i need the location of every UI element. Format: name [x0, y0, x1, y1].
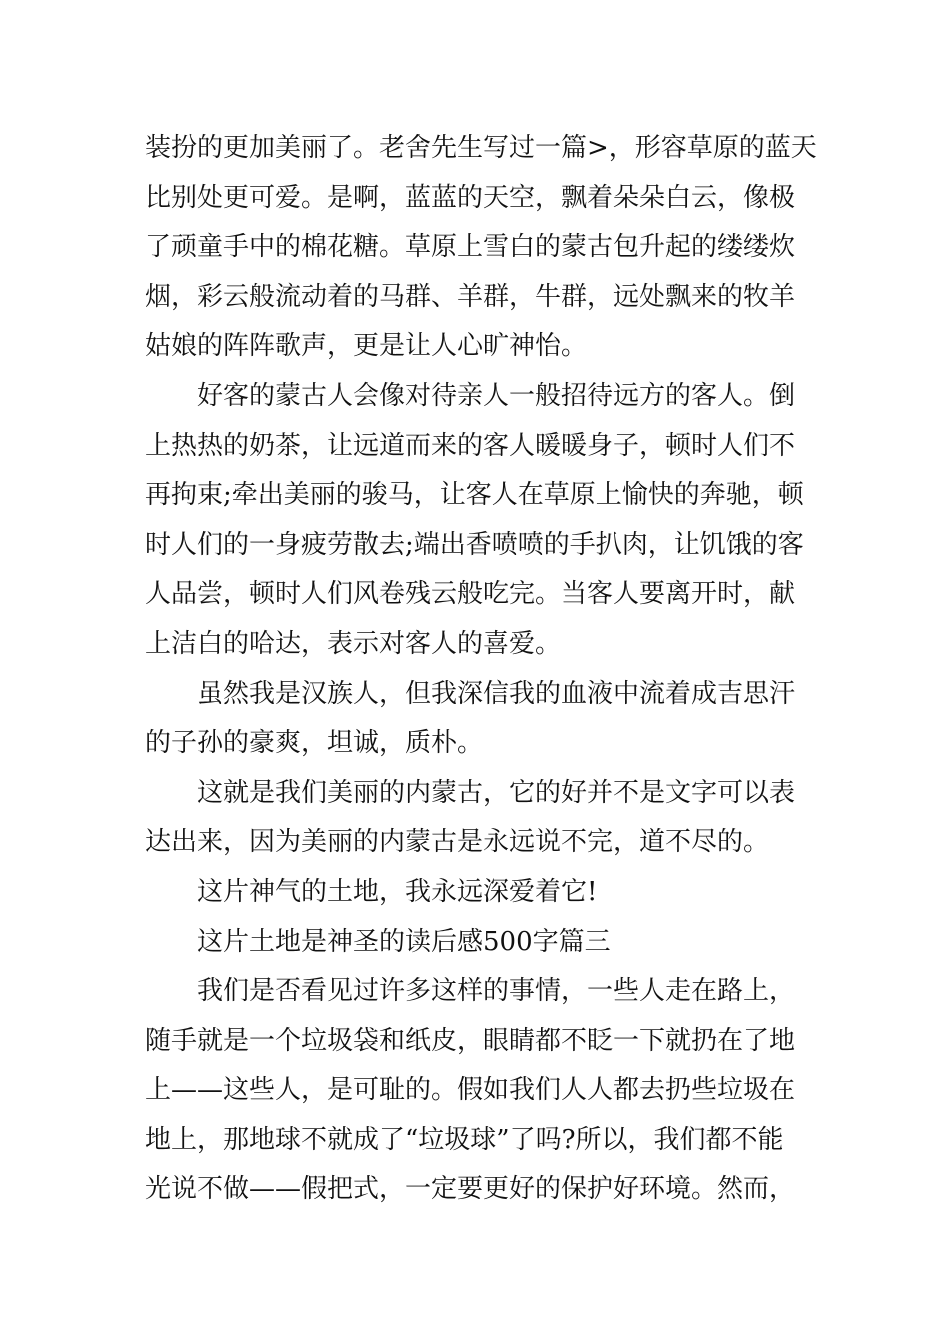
text-line: 比别处更可爱。是啊，蓝蓝的天空，飘着朵朵白云，像极: [145, 182, 796, 213]
text-line: 姑娘的阵阵歌声，更是让人心旷神怡。: [145, 331, 588, 362]
text-line: 人品尝，顿时人们风卷残云般吃完。当客人要离开时，献: [145, 579, 796, 610]
text-line: 时人们的一身疲劳散去;端出香喷喷的手扒肉，让饥饿的客: [145, 529, 804, 560]
text-line: 达出来，因为美丽的内蒙古是永远说不完，道不尽的。: [145, 827, 770, 858]
text-line: 上热热的奶茶，让远道而来的客人暖暖身子，顿时人们不: [145, 430, 796, 461]
text-line: 装扮的更加美丽了。老舍先生写过一篇>，形容草原的蓝天: [145, 133, 817, 163]
text-line: 随手就是一个垃圾袋和纸皮，眼睛都不眨一下就扔在了地: [145, 1025, 796, 1056]
text-line: 的子孙的豪爽，坦诚，质朴。: [145, 728, 484, 759]
text-line: 上——这些人，是可耻的。假如我们人人都去扔些垃圾在: [145, 1075, 796, 1106]
text-line: 光说不做——假把式，一定要更好的保护好环境。然而，: [145, 1174, 796, 1205]
paragraph: [145, 769, 810, 868]
section-heading: [145, 918, 810, 968]
paragraph: [145, 372, 810, 670]
text-line: 再拘束;牵出美丽的骏马，让客人在草原上愉快的奔驰，顿: [145, 480, 804, 511]
paragraph: [145, 670, 810, 769]
text-line: 这片土地是神圣的读后感500字篇三: [197, 926, 611, 957]
text-line: 烟，彩云般流动着的马群、羊群，牛群，远处飘来的牧羊: [145, 281, 796, 312]
article-body: [145, 124, 817, 1215]
paragraph: [145, 967, 810, 1215]
text-line: 这片神气的土地，我永远深爱着它!: [197, 876, 598, 907]
text-line: 好客的蒙古人会像对待亲人一般招待远方的客人。倒: [197, 380, 796, 411]
text-line: 虽然我是汉族人，但我深信我的血液中流着成吉思汗: [197, 678, 796, 709]
text-line: 了顽童手中的棉花糖。草原上雪白的蒙古包升起的缕缕炊: [145, 232, 796, 263]
paragraph: [145, 124, 817, 372]
text-line: 这就是我们美丽的内蒙古，它的好并不是文字可以表: [197, 777, 796, 808]
text-line: 地上，那地球不就成了“垃圾球”了吗?所以，我们都不能: [145, 1124, 784, 1155]
paragraph: [145, 868, 810, 918]
text-line: 我们是否看见过许多这样的事情，一些人走在路上，: [197, 976, 796, 1007]
text-line: 上洁白的哈达，表示对客人的喜爱。: [145, 628, 562, 659]
